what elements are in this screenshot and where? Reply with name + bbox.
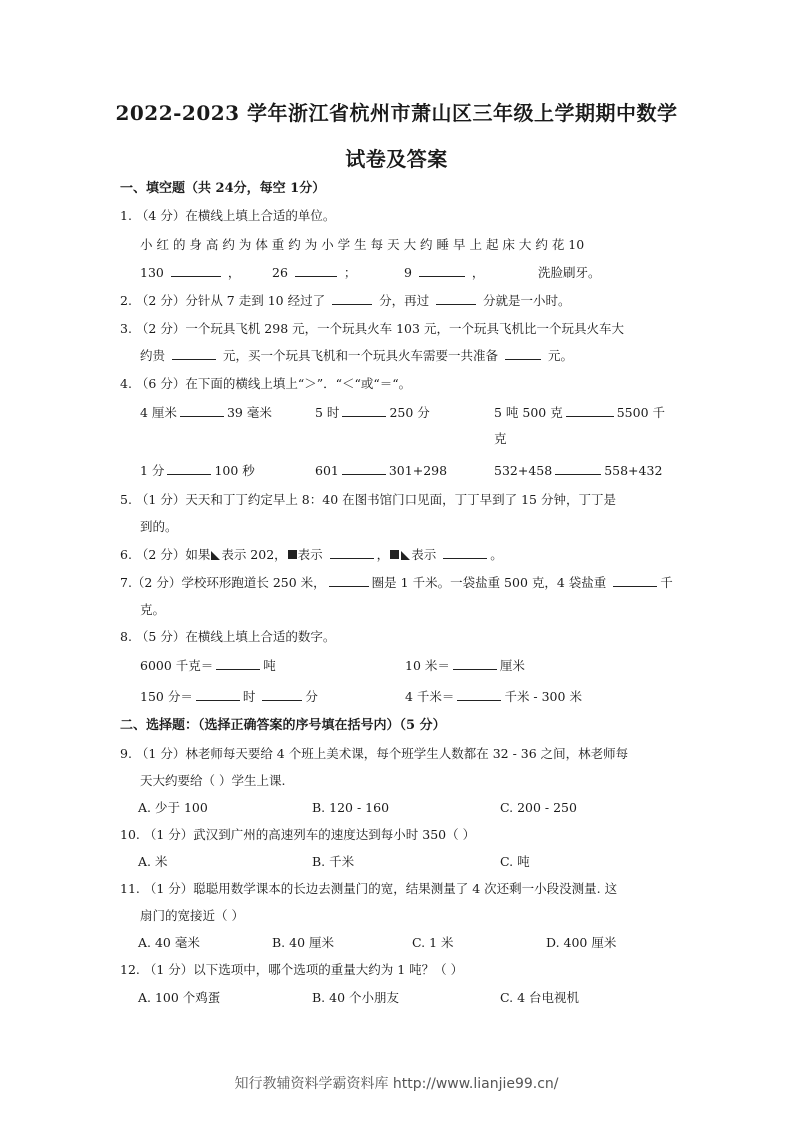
q11-row2: 扇门的宽接近（ ）	[140, 908, 244, 923]
q8-b-text2: 厘米	[499, 658, 525, 673]
q4-r2c3-blank[interactable]	[555, 462, 601, 475]
q5-row1: 5. （1 分）天天和丁丁约定早上 8：40 在图书馆门口见面，丁丁早到了 15 分钟，丁丁是	[120, 492, 616, 507]
q7-row1	[120, 574, 673, 592]
q4-r1-c1	[140, 404, 272, 422]
q3-blank2[interactable]	[505, 347, 541, 360]
q4-r1c3-left: 5 吨 500 克	[494, 405, 563, 420]
triangle-symbol-icon	[211, 551, 220, 560]
q2-blank2[interactable]	[436, 292, 476, 305]
section2-heading: 二、选择题：（选择正确答案的序号填在括号内）（5 分）	[120, 718, 446, 733]
q4-r1c3-right: 5500 千	[616, 405, 666, 420]
q2-blank1[interactable]	[332, 292, 372, 305]
q9-option-b[interactable]: B. 120 - 160	[312, 800, 390, 815]
triangle-symbol-icon	[401, 551, 410, 560]
q11-option-d[interactable]: D. 400 厘米	[546, 935, 617, 950]
page-title-line1: 2022-2023 学年浙江省杭州市萧山区三年级上学期期中数学	[115, 101, 678, 125]
q3-text3: 元。	[547, 348, 573, 363]
q6-text1: 6. （2 分）如果	[120, 547, 211, 562]
q7-text1: 7.（2 分）学校环形跑道长 250 米，	[120, 575, 326, 590]
q4-r2-c3	[494, 462, 662, 480]
q4-r1-c2	[315, 404, 430, 422]
q12-option-b[interactable]: B. 40 个小朋友	[312, 990, 400, 1005]
q4-r1c2-left: 5 时	[315, 405, 340, 420]
q1-c-text: 9	[404, 265, 412, 280]
q11-option-c[interactable]: C. 1 米	[412, 935, 454, 950]
q6-blank1[interactable]	[330, 546, 374, 559]
q1-item-d: 洗脸刷牙。	[538, 265, 601, 280]
q4-r1c1-blank[interactable]	[180, 404, 224, 417]
q4-r2c3-right: 558+432	[604, 463, 663, 478]
q3-text2: 元，买一个玩具飞机和一个玩具火车需要一共准备	[222, 348, 498, 363]
q4-r1-wrap: 克	[494, 431, 507, 446]
section1-heading: 一、填空题（共 24分，每空 1分）	[120, 181, 326, 196]
q9-option-c[interactable]: C. 200 - 250	[500, 800, 577, 815]
q6-text6: 。	[490, 547, 503, 562]
q8-b-blank[interactable]	[453, 657, 497, 670]
q4-r1c3-blank[interactable]	[566, 404, 614, 417]
q4-r2c2-right: 301+298	[388, 463, 448, 478]
q4-r2c3-left: 532+458	[494, 463, 553, 478]
q7-blank1[interactable]	[329, 574, 369, 587]
q4-r2-c1	[140, 462, 255, 480]
q10-option-c[interactable]: C. 吨	[500, 854, 530, 869]
q1-c-tail: ，	[471, 265, 485, 280]
q10-option-b[interactable]: B. 千米	[312, 854, 355, 869]
q6-text4: ，	[376, 547, 390, 562]
q4-r1c2-right: 250 分	[389, 405, 430, 420]
q7-blank2[interactable]	[613, 574, 657, 587]
q9-option-a[interactable]: A. 少于 100	[138, 800, 208, 815]
q11-row1: 11. （1 分）聪聪用数学课本的长边去测量门的宽，结果测量了 4 次还剩一小段没测量. 这	[120, 881, 618, 896]
q8-d-blank[interactable]	[457, 688, 501, 701]
q9-row2: 天大约要给（ ）学生上课.	[140, 773, 286, 788]
q8-b	[405, 657, 525, 675]
q8-d	[405, 688, 582, 706]
q6-text2: 表示 202，	[221, 547, 287, 562]
q1-item-b	[272, 264, 356, 282]
q12-option-a[interactable]: A. 100 个鸡蛋	[138, 990, 221, 1005]
q8-c-text3: 分	[305, 689, 318, 704]
q9-row1: 9. （1 分）林老师每天要给 4 个班上美术课，每个班学生人数都在 32 - 36 之间，林老师每	[120, 746, 629, 761]
q1-a-tail: ，	[227, 265, 241, 280]
q7-text2: 圈是 1 千米。一袋盐重 500 克，4 袋盐重	[371, 575, 607, 590]
q1-a-text: 130	[140, 265, 164, 280]
q4-r2c1-left: 1 分	[140, 463, 165, 478]
q3-blank1[interactable]	[172, 347, 216, 360]
q1-a-blank[interactable]	[171, 264, 221, 277]
q12-row1: 12. （1 分）以下选项中，哪个选项的重量大约为 1 吨？（ ）	[120, 962, 464, 977]
q4-r1c1-right: 39 毫米	[226, 405, 272, 420]
q10-row1: 10. （1 分）武汉到广州的高速列车的速度达到每小时 350（ ）	[120, 827, 476, 842]
q1-c-blank[interactable]	[419, 264, 465, 277]
q6-blank2[interactable]	[443, 546, 487, 559]
q11-option-a[interactable]: A. 40 毫米	[138, 935, 200, 950]
q1-b-text: 26	[272, 265, 288, 280]
q1-b-tail: ；	[343, 265, 357, 280]
q2-text3: 分就是一小时。	[483, 293, 571, 308]
q8-b-text1: 10 米＝	[405, 658, 450, 673]
q7-text3: 千	[660, 575, 673, 590]
q3-row1: 3. （2 分）一个玩具飞机 298 元，一个玩具火车 103 元，一个玩具飞机比一个玩具火车大	[120, 321, 624, 336]
q1-item-a	[140, 264, 240, 282]
q1-stem: 1. （4 分）在横线上填上合适的单位。	[120, 208, 336, 223]
q7-row2: 克。	[140, 602, 166, 617]
q3-row2	[140, 347, 573, 365]
q8-stem: 8. （5 分）在横线上填上合适的数字。	[120, 629, 336, 644]
q6-text3: 表示	[297, 547, 323, 562]
q8-a-text1: 6000 千克＝	[140, 658, 214, 673]
q4-r2c2-left: 601	[315, 463, 339, 478]
q4-r1c1-left: 4 厘米	[140, 405, 177, 420]
q8-c	[140, 688, 318, 706]
q4-r1-c3	[494, 404, 665, 422]
q8-d-text2: 千米 - 300 米	[504, 689, 582, 704]
q1-item-c	[404, 264, 484, 282]
q4-stem: 4. （6 分）在下面的横线上填上“＞”．“＜“或“＝“。	[120, 376, 412, 391]
square-symbol-icon	[390, 550, 399, 559]
q8-a	[140, 657, 276, 675]
square-symbol-icon	[288, 550, 297, 559]
page-title-line2: 试卷及答案	[345, 147, 448, 171]
q2-line	[120, 292, 571, 310]
q5-row2: 到的。	[140, 519, 178, 534]
q8-c-text2: 时	[242, 689, 256, 704]
q4-r2c1-blank[interactable]	[167, 462, 211, 475]
q3-text1: 约贵	[140, 348, 166, 363]
q4-r2c1-right: 100 秒	[214, 463, 255, 478]
q8-d-text1: 4 千米＝	[405, 689, 455, 704]
q10-option-a[interactable]: A. 米	[138, 854, 168, 869]
q1-b-blank[interactable]	[295, 264, 337, 277]
q4-r2c2-blank[interactable]	[342, 462, 386, 475]
q8-a-blank[interactable]	[216, 657, 260, 670]
q8-c-blank2[interactable]	[262, 688, 302, 701]
q8-a-text2: 吨	[263, 658, 276, 673]
q12-option-c[interactable]: C. 4 台电视机	[500, 990, 579, 1005]
q4-r2-c2	[315, 462, 447, 480]
q11-option-b[interactable]: B. 40 厘米	[272, 935, 335, 950]
footer-watermark: 知行教辅资料学霸资料库 http://www.lianjie99.cn/	[234, 1076, 559, 1092]
q1-row1: 小 红 的 身 高 约 为 体 重 约 为 小 学 生 每 天 大 约 睡 早 上 起 床 大 约 花 10	[140, 237, 585, 252]
q2-text1: 2. （2 分）分针从 7 走到 10 经过了	[120, 293, 326, 308]
q6-line	[120, 546, 503, 564]
q8-c-blank1[interactable]	[196, 688, 240, 701]
q6-text5: 表示	[411, 547, 437, 562]
q8-c-text1: 150 分＝	[140, 689, 193, 704]
q4-r1c2-blank[interactable]	[342, 404, 386, 417]
q2-text2: 分，再过	[379, 293, 430, 308]
